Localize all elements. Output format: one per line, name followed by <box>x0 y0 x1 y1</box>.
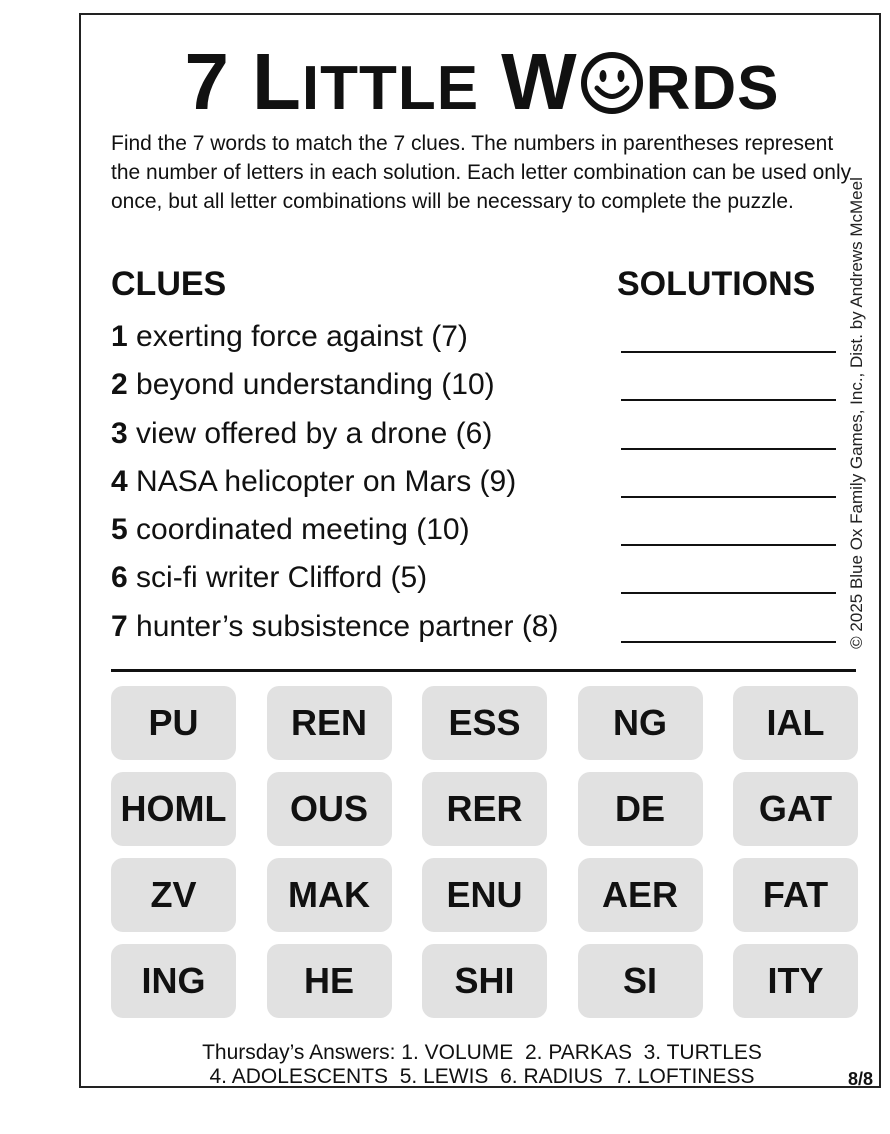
solution-blank[interactable] <box>621 496 836 498</box>
clue-text: beyond understanding (10) <box>136 368 495 402</box>
clue-list <box>111 313 841 651</box>
title-rest-rds: RDS <box>645 54 780 123</box>
solution-blank[interactable] <box>621 351 836 353</box>
letter-tile[interactable]: HOML <box>111 772 236 846</box>
solution-blank[interactable] <box>621 641 836 643</box>
clue-row <box>111 506 841 554</box>
letter-tile[interactable]: MAK <box>267 858 392 932</box>
letter-tile[interactable]: HE <box>267 944 392 1018</box>
clue-text: exerting force against (7) <box>136 320 468 353</box>
solution-blank[interactable] <box>621 544 836 546</box>
clue-number: 5 <box>111 513 128 547</box>
title-rest-ittle: ITTLE <box>301 54 480 123</box>
letter-tile[interactable]: REN <box>267 686 392 760</box>
clue-number: 2 <box>111 368 128 402</box>
letter-tile[interactable]: SHI <box>422 944 547 1018</box>
clue-number: 3 <box>111 416 128 450</box>
section-divider <box>111 669 856 672</box>
letter-tile[interactable]: ESS <box>422 686 547 760</box>
puzzle-title <box>81 37 883 127</box>
previous-answers <box>81 1041 883 1089</box>
solution-blank[interactable] <box>621 592 836 594</box>
letter-tile[interactable]: NG <box>578 686 703 760</box>
letter-tile-grid <box>111 686 857 1019</box>
letter-tile[interactable]: IAL <box>733 686 858 760</box>
letter-tile[interactable]: SI <box>578 944 703 1018</box>
instructions-text: Find the 7 words to match the 7 clues. The numbers in parentheses represent the number of letters in each solution. Each letter combination can be used only once, but all letter combinations will be necessary to complete the puzzle. <box>111 132 852 213</box>
solutions-heading: SOLUTIONS <box>617 265 816 303</box>
clues-heading: CLUES <box>111 265 227 303</box>
solution-blank[interactable] <box>621 448 836 450</box>
clue-text: coordinated meeting (10) <box>136 513 470 547</box>
clue-text: NASA helicopter on Mars (9) <box>136 464 517 498</box>
letter-tile[interactable]: GAT <box>733 772 858 846</box>
letter-tile[interactable]: PU <box>111 686 236 760</box>
clue-row <box>111 554 841 602</box>
title-initial-w: W <box>501 37 578 126</box>
clue-row <box>111 603 841 651</box>
letter-tile[interactable]: OUS <box>267 772 392 846</box>
puzzle-frame <box>79 13 881 1088</box>
clue-number: 4 <box>111 464 128 498</box>
clue-text: sci-fi writer Clifford (5) <box>136 561 428 595</box>
letter-tile[interactable]: AER <box>578 858 703 932</box>
clue-row <box>111 313 841 361</box>
letter-tile[interactable]: FAT <box>733 858 858 932</box>
clue-row <box>111 361 841 409</box>
letter-tile[interactable]: DE <box>578 772 703 846</box>
clue-number: 1 <box>111 320 128 353</box>
answers-line-2: 4. ADOLESCENTS 5. LEWIS 6. RADIUS 7. LOFTINESS <box>209 1065 755 1088</box>
copyright-notice <box>841 153 873 673</box>
letter-tile[interactable]: ITY <box>733 944 858 1018</box>
clue-row <box>111 410 841 458</box>
clue-text: hunter’s subsistence partner (8) <box>136 609 559 643</box>
letter-tile[interactable]: RER <box>422 772 547 846</box>
letter-tile[interactable]: ING <box>111 944 236 1018</box>
clue-number: 6 <box>111 561 128 595</box>
copyright-text: © 2025 Blue Ox Family Games, Inc., Dist. by Andrews McMeel <box>847 177 866 649</box>
title-number: 7 <box>184 37 230 126</box>
letter-tile[interactable]: ZV <box>111 858 236 932</box>
clue-number: 7 <box>111 609 128 643</box>
answers-line-1: Thursday’s Answers: 1. VOLUME 2. PARKAS 3. TURTLES <box>202 1041 762 1064</box>
clue-row <box>111 458 841 506</box>
page-number: 8/8 <box>847 1069 873 1089</box>
solution-blank[interactable] <box>621 399 836 401</box>
letter-tile[interactable]: ENU <box>422 858 547 932</box>
clue-text: view offered by a drone (6) <box>136 416 493 450</box>
title-initial-l: L <box>252 37 302 126</box>
smiley-face-icon <box>580 51 644 115</box>
